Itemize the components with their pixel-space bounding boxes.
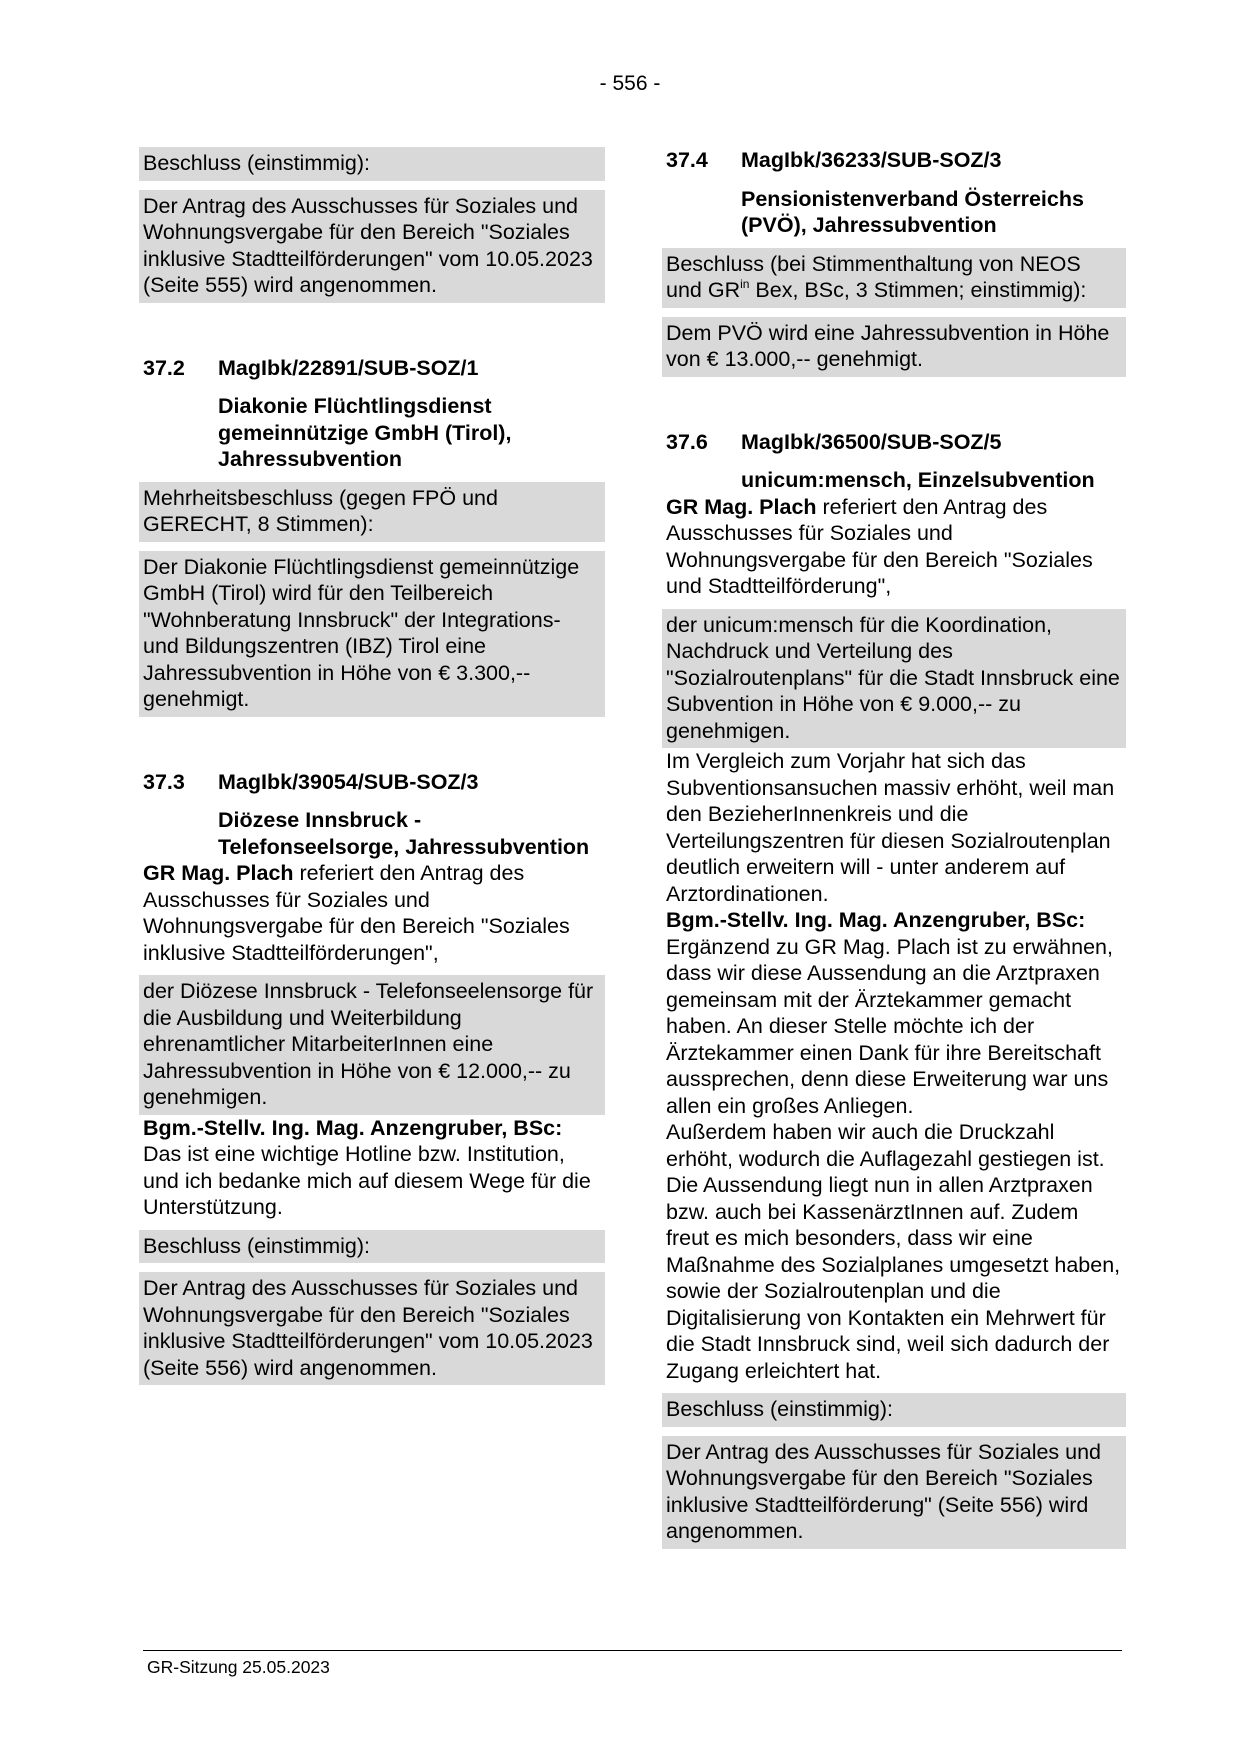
section-title: Diözese Innsbruck - Telefonseelsorge, Jahressubvention — [218, 808, 590, 859]
beschluss-text: Der Antrag des Ausschusses für Soziales und Wohnungsvergabe für den Bereich "Soziales inklusive Stadtteilförderung" (Seite 556) wird angenommen. — [666, 1439, 1102, 1543]
antrag-box — [662, 609, 1126, 749]
beschluss-text-box — [662, 317, 1126, 377]
beschluss-label-part: Beschluss (bei Stimmenthaltung von NEOS und GR — [666, 251, 1081, 302]
beschluss-label — [666, 251, 1122, 304]
speaker-name: Bgm.-Stellv. Ing. Mag. Anzengruber, BSc: — [143, 1115, 563, 1140]
speaker-name: GR Mag. Plach — [143, 861, 294, 885]
footer-divider — [143, 1650, 1122, 1651]
speech-text: referiert den Antrag des Ausschusses für Soziales und Wohnungsvergabe für den Bereich "Soziales und Stadtteilförderung", — [666, 494, 1093, 598]
section-title: Diakonie Flüchtlingsdienst gemeinnützige GmbH (Tirol), Jahressubvention — [218, 394, 512, 471]
antrag-box — [139, 975, 605, 1115]
beschluss-label: Mehrheitsbeschluss (gegen FPÖ und GERECHT, 8 Stimmen): — [143, 485, 498, 536]
section-37-6 — [666, 429, 1122, 1549]
section-heading — [143, 355, 601, 382]
right-column — [666, 147, 1122, 1549]
body-paragraph: Außerdem haben wir auch die Druckzahl erhöht, wodurch die Auflagezahl gestiegen ist. Die Aussendung liegt nun in allen Arztpraxen bzw. auch bei KassenärztInnen auf. Zudem freut es mich besonders, dass wir eine Maßnahme des Sozialplanes umgesetzt haben, sowie der Sozialroutenplan und die Digitalisierung von Kontakten ein Mehrwert für die Stadt Innsbruck sind, weil sich dadurch der Zugang erleichtert hat. — [666, 1120, 1121, 1383]
beschluss-text: Der Antrag des Ausschusses für Soziales und Wohnungsvergabe für den Bereich "Soziales inklusive Stadtteilförderungen" vom 10.05.2023 (Seite 556) wird angenommen. — [143, 1276, 593, 1380]
beschluss-text: Der Antrag des Ausschusses für Soziales und Wohnungsvergabe für den Bereich "Soziales inklusive Stadtteilförderungen" vom 10.05.2023 (Seite 555) wird angenommen. — [143, 193, 593, 297]
beschluss-label: Beschluss (einstimmig): — [666, 1397, 893, 1421]
section-heading — [666, 429, 1122, 456]
speech-text: Ergänzend zu GR Mag. Plach ist zu erwähnen, dass wir diese Aussendung an die Arztpraxen gemeinsam mit der Ärztekammer gemacht haben. An dieser Stelle möchte ich der Ärztekammer einen Dank für ihre Bereitschaft aussprechen, denn diese Erweiterung war uns allen ein großes Anliegen. — [666, 934, 1113, 1118]
beschluss-text-box — [139, 1272, 605, 1385]
section-code: MagIbk/36500/SUB-SOZ/5 — [741, 429, 1002, 454]
antrag-text: der unicum:mensch für die Koordination, Nachdruck und Verteilung des "Sozialroutenplans" für die Stadt Innsbruck eine Subvention in Höhe von € 9.000,-- zu genehmigen. — [666, 612, 1120, 743]
beschluss-text-box — [139, 190, 605, 303]
beschluss-box — [662, 1393, 1126, 1427]
speaker-name: GR Mag. Plach — [666, 494, 817, 519]
speech-paragraph — [666, 907, 1122, 1119]
speech-paragraph — [666, 494, 1122, 600]
beschluss-box — [139, 482, 605, 542]
speech-paragraph — [143, 860, 601, 966]
section-number: 37.6 — [666, 429, 708, 454]
beschluss-box — [662, 248, 1126, 308]
antrag-text: der Diözese Innsbruck - Telefonseelensorge für die Ausbildung und Weiterbildung ehrenamtlicher MitarbeiterInnen eine Jahressubvention in Höhe von € 12.000,-- zu genehmigen. — [143, 979, 594, 1109]
beschluss-text: Dem PVÖ wird eine Jahressubvention in Höhe von € 13.000,-- genehmigt. — [666, 320, 1110, 371]
footer-text: GR-Sitzung 25.05.2023 — [147, 1657, 330, 1677]
beschluss-label: Beschluss (einstimmig): — [143, 1233, 370, 1258]
beschluss-label-part: Bex, BSc, 3 Stimmen; einstimmig): — [749, 278, 1087, 302]
page-number: - 556 - — [599, 72, 661, 95]
section-code: MagIbk/36233/SUB-SOZ/3 — [741, 148, 1002, 172]
speech-text: referiert den Antrag des Ausschusses für Soziales und Wohnungsvergabe für den Bereich "Soziales inklusive Stadtteilförderungen", — [143, 861, 570, 965]
speech-text: Das ist eine wichtige Hotline bzw. Institution, und ich bedanke mich auf diesem Wege für die Unterstützung. — [143, 1142, 591, 1219]
section-37-3 — [143, 769, 601, 1386]
section-heading — [143, 769, 601, 796]
section-code: MagIbk/39054/SUB-SOZ/3 — [218, 769, 479, 794]
section-number: 37.3 — [143, 769, 185, 794]
beschluss-text: Der Diakonie Flüchtlingsdienst gemeinnützige GmbH (Tirol) wird für den Teilbereich "Wohnberatung Innsbruck" der Integrations- und Bildungszentren (IBZ) Tirol eine Jahressubvention in Höhe von € 3.300,-- genehmigt. — [143, 554, 580, 711]
section-title: Pensionistenverband Österreichs (PVÖ), Jahressubvention — [741, 186, 1084, 237]
section-title: unicum:mensch, Einzelsubvention — [741, 468, 1095, 492]
speech-paragraph — [143, 1115, 601, 1221]
beschluss-label: Beschluss (einstimmig): — [143, 151, 370, 175]
section-37-2 — [143, 355, 601, 717]
superscript: in — [740, 277, 750, 291]
body-paragraph: Im Vergleich zum Vorjahr hat sich das Subventionsansuchen massiv erhöht, weil man den BezieherInnenkreis und die Verteilungszentren für diesen Sozialroutenplan deutlich erweitern will - unter anderem auf Arztordinationen. — [666, 749, 1115, 906]
beschluss-box — [139, 147, 605, 181]
beschluss-box — [139, 1230, 605, 1264]
section-number: 37.4 — [666, 148, 708, 172]
section-code: MagIbk/22891/SUB-SOZ/1 — [218, 355, 479, 380]
speaker-name: Bgm.-Stellv. Ing. Mag. Anzengruber, BSc: — [666, 908, 1086, 932]
beschluss-text-box — [662, 1436, 1126, 1549]
left-column — [143, 147, 601, 1385]
section-heading — [666, 147, 1122, 174]
section-37-4 — [666, 147, 1122, 377]
section-number: 37.2 — [143, 355, 185, 380]
beschluss-text-box — [139, 551, 605, 717]
